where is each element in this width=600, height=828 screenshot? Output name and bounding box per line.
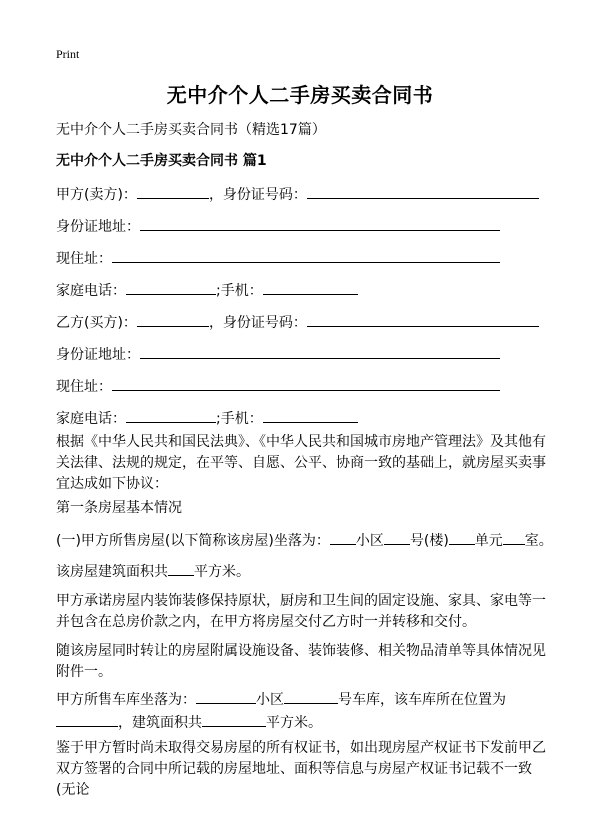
party-a-id-address-label: 身份证地址： [56,219,140,235]
party-a-id-address-line [56,215,500,238]
decoration-paragraph: 甲方承诺房屋内装饰装修保持原状，厨房和卫生间的固定设施、家具、家电等一并包含在总房价款之内，在甲方将房屋交付乙方时一并转移和交付。 [56,593,546,630]
location-number-label: 号(楼) [409,533,449,549]
party-a-address-label: 现住址： [56,251,112,267]
area-blank [168,560,194,576]
party-b-id-address-line [56,343,500,366]
party-b-id-label: ，身份证号码： [208,315,307,331]
party-a-mobile-blank [263,279,358,295]
party-b-id-blank [307,311,539,327]
certificate-paragraph: 鉴于甲方暂时尚未取得交易房屋的所有权证书，如出现房屋产权证书下发前甲乙双方签署的合同中所记载的房屋地址、面积等信息与房屋产权证书记载不一致(无论 [56,740,546,798]
area-suffix: 平方米。 [194,564,250,580]
building-number-blank [384,529,410,545]
party-a-phone-line [56,279,358,302]
garage-prefix: 甲方所售车库坐落为： [56,692,196,708]
garage-paragraph [56,688,548,734]
document-subtitle: 无中介个人二手房买卖合同书（精选17篇） [56,122,326,138]
party-a-address-line [56,247,500,270]
party-b-address-blank [112,375,500,391]
party-b-name-label: 乙方(买方)： [56,315,137,331]
party-a-name-blank [137,183,209,199]
party-a-home-phone-blank [126,279,216,295]
party-b-name-line [56,311,539,334]
print-label: Print [56,47,80,61]
location-unit-label: 单元 [474,533,503,549]
location-district-label: 小区 [355,533,384,549]
unit-blank [449,529,475,545]
party-a-mobile-label: ;手机： [216,283,263,299]
party-b-phone-line [56,407,358,430]
garage-district-label: 小区 [256,692,284,708]
garage-location-blank [196,688,256,704]
party-a-id-blank [307,183,539,199]
garage-area-blank [202,711,266,727]
party-b-mobile-blank [263,407,358,423]
intro-paragraph: 根据《中华人民共和国民法典》、《中华人民共和国城市房地产管理法》及其他有关法律、法规的规定，在平等、自愿、公平、协商一致的基础上，就房屋买卖事宜达成如下协议： [56,434,546,492]
party-a-name-label: 甲方(卖方)： [56,187,137,203]
party-b-address-line [56,375,500,398]
district-blank [330,529,356,545]
party-b-home-phone-blank [126,407,216,423]
attachments-paragraph: 随该房屋同时转让的房屋附属设施设备、装饰装修、相关物品清单等具体情况见附件一。 [56,643,546,680]
location-line [56,529,553,552]
garage-position-blank [56,711,118,727]
section-heading: 无中介个人二手房买卖合同书 篇1 [56,153,267,169]
garage-number-label: 号车库，该车库所在位置为 [338,692,506,708]
article-1-heading: 第一条房屋基本情况 [56,500,182,516]
area-prefix: 该房屋建筑面积共 [56,564,168,580]
party-b-home-phone-label: 家庭电话： [56,411,126,427]
party-b-address-label: 现住址： [56,379,112,395]
location-room-label: 室。 [524,533,553,549]
party-a-id-label: ，身份证号码： [208,187,307,203]
party-a-id-address-blank [140,215,500,231]
garage-area-prefix: ，建筑面积共 [118,715,202,731]
party-b-id-address-blank [140,343,500,359]
location-prefix: (一)甲方所售房屋(以下简称该房屋)坐落为： [56,533,330,549]
room-blank [503,529,525,545]
party-b-mobile-label: ;手机： [216,411,263,427]
area-line [56,560,250,583]
garage-number-blank [284,688,338,704]
party-a-address-blank [112,247,500,263]
party-a-home-phone-label: 家庭电话： [56,283,126,299]
party-b-id-address-label: 身份证地址： [56,347,140,363]
party-b-name-blank [137,311,209,327]
party-a-name-line [56,183,539,206]
garage-area-suffix: 平方米。 [266,715,322,731]
document-title: 无中介个人二手房买卖合同书 [166,83,434,107]
